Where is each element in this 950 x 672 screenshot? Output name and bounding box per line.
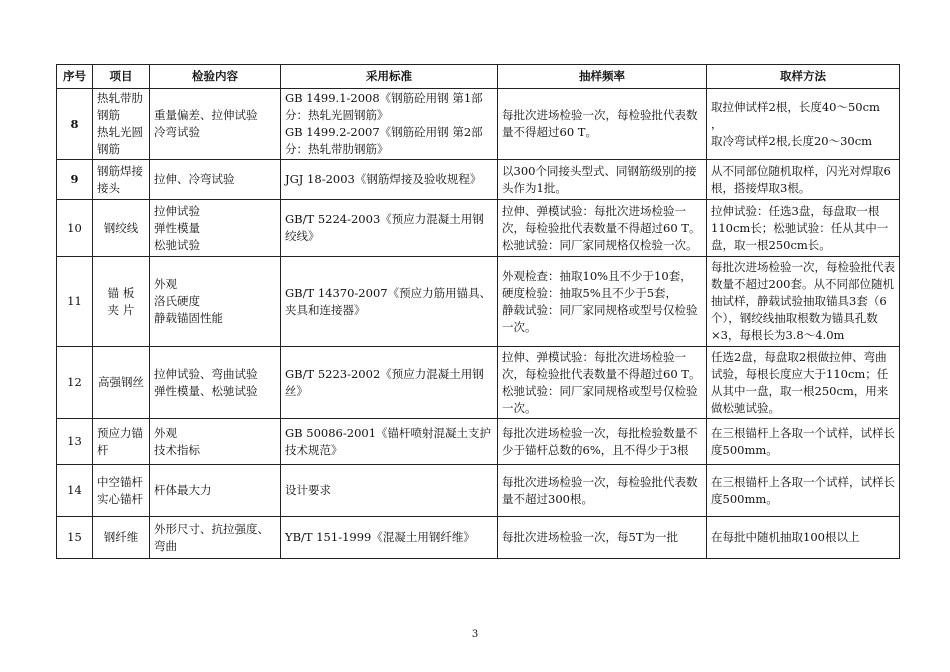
row-content: 拉伸、冷弯试验 [150, 160, 281, 200]
row-item: 热轧带肋钢筋 热轧光圆钢筋 [93, 89, 150, 160]
row-standard: YB/T 151-1999《混凝土用钢纤维》 [281, 517, 498, 559]
row-content: 外观 技术指标 [150, 419, 281, 465]
row-method: 从不同部位随机取样，闪光对焊取6根，搭接焊取3根。 [707, 160, 900, 200]
table-row [57, 347, 900, 419]
row-standard: JGJ 18-2003《钢筋焊接及验收规程》 [281, 160, 498, 200]
table-row [57, 517, 900, 559]
row-item: 高强钢丝 [93, 347, 150, 419]
table-row [57, 160, 900, 200]
row-no: 14 [57, 465, 93, 517]
row-frequency: 每批次进场检验一次，每批检验数量不少于锚杆总数的6%，且不得少于3根 [498, 419, 707, 465]
header-item: 项目 [93, 65, 150, 89]
row-standard: 设计要求 [281, 465, 498, 517]
row-no: 8 [57, 89, 93, 160]
row-item: 预应力锚杆 [93, 419, 150, 465]
row-standard: GB/T 5224-2003《预应力混凝土用钢绞线》 [281, 200, 498, 257]
header-method: 取样方法 [707, 65, 900, 89]
header-content: 检验内容 [150, 65, 281, 89]
row-standard: GB/T 14370-2007《预应力筋用锚具、夹具和连接器》 [281, 257, 498, 347]
row-method: 在三根锚杆上各取一个试样，试样长度500mm。 [707, 465, 900, 517]
row-no: 12 [57, 347, 93, 419]
row-standard: GB 50086-2001《锚杆喷射混凝土支护技术规范》 [281, 419, 498, 465]
table-row [57, 419, 900, 465]
row-content: 拉伸试验、弯曲试验 弹性模量、松驰试验 [150, 347, 281, 419]
table-row [57, 200, 900, 257]
row-frequency: 每批次进场检验一次，每检验批代表数量不得超过60 T。 [498, 89, 707, 160]
row-method: 拉伸试验：任选3盘，每盘取一根110cm长；松驰试验：任从其中一盘，取一根250cm长。 [707, 200, 900, 257]
row-no: 10 [57, 200, 93, 257]
row-content: 拉伸试验 弹性模量 松驰试验 [150, 200, 281, 257]
row-standard: GB 1499.1-2008《钢筋砼用钢 第1部分：热轧光圆钢筋》 GB 1499.2-2007《钢筋砼用钢 第2部分：热轧带肋钢筋》 [281, 89, 498, 160]
inspection-table [56, 64, 900, 559]
row-content: 重量偏差、拉伸试验 冷弯试验 [150, 89, 281, 160]
row-frequency: 每批次进场检验一次，每检验批代表数量不超过300根。 [498, 465, 707, 517]
row-no: 13 [57, 419, 93, 465]
row-method: 在三根锚杆上各取一个试样，试样长度500mm。 [707, 419, 900, 465]
row-frequency: 外观检查：抽取10%且不少于10套，硬度检验：抽取5%且不少于5套， 静载试验：同厂家同规格或型号仅检验一次。 [498, 257, 707, 347]
row-content: 杆体最大力 [150, 465, 281, 517]
table-header-row [57, 65, 900, 89]
row-item: 钢筋焊接接头 [93, 160, 150, 200]
row-content: 外形尺寸、抗拉强度、弯曲 [150, 517, 281, 559]
row-no: 11 [57, 257, 93, 347]
table-row [57, 257, 900, 347]
row-no: 15 [57, 517, 93, 559]
table-row [57, 465, 900, 517]
table-row [57, 89, 900, 160]
row-item: 钢绞线 [93, 200, 150, 257]
row-item: 中空锚杆 实心锚杆 [93, 465, 150, 517]
row-content: 外观 洛氏硬度 静载锚固性能 [150, 257, 281, 347]
row-method: 取拉伸试样2根，长度40～50cm ， 取冷弯试样2根,长度20～30cm [707, 89, 900, 160]
row-frequency: 拉伸、弹模试验：每批次进场检验一次，每检验批代表数量不得超过60 T。 松驰试验：同厂家同规格仅检验一次。 [498, 200, 707, 257]
row-no: 9 [57, 160, 93, 200]
row-method: 任选2盘，每盘取2根做拉伸、弯曲试验，每根长度应大于110cm；任从其中一盘，取一根250cm，用来做松驰试验。 [707, 347, 900, 419]
page-number: 3 [471, 629, 479, 640]
header-no: 序号 [57, 65, 93, 89]
row-frequency: 每批次进场检验一次，每5T为一批 [498, 517, 707, 559]
row-item: 钢纤维 [93, 517, 150, 559]
row-item: 锚 板 夹 片 [93, 257, 150, 347]
row-frequency: 以300个同接头型式、同钢筋级别的接头作为1批。 [498, 160, 707, 200]
row-method: 每批次进场检验一次，每检验批代表数量不超过200套。从不同部位随机抽试样，静载试验抽取锚具3套（6个），钢绞线抽取根数为锚具孔数×3，每根长为3.8～4.0m [707, 257, 900, 347]
row-standard: GB/T 5223-2002《预应力混凝土用钢丝》 [281, 347, 498, 419]
header-standard: 采用标准 [281, 65, 498, 89]
row-frequency: 拉伸、弹模试验：每批次进场检验一次，每检验批代表数量不得超过60 T。 松驰试验：同厂家同规格或型号仅检验一次。 [498, 347, 707, 419]
row-method: 在每批中随机抽取100根以上 [707, 517, 900, 559]
header-frequency: 抽样频率 [498, 65, 707, 89]
